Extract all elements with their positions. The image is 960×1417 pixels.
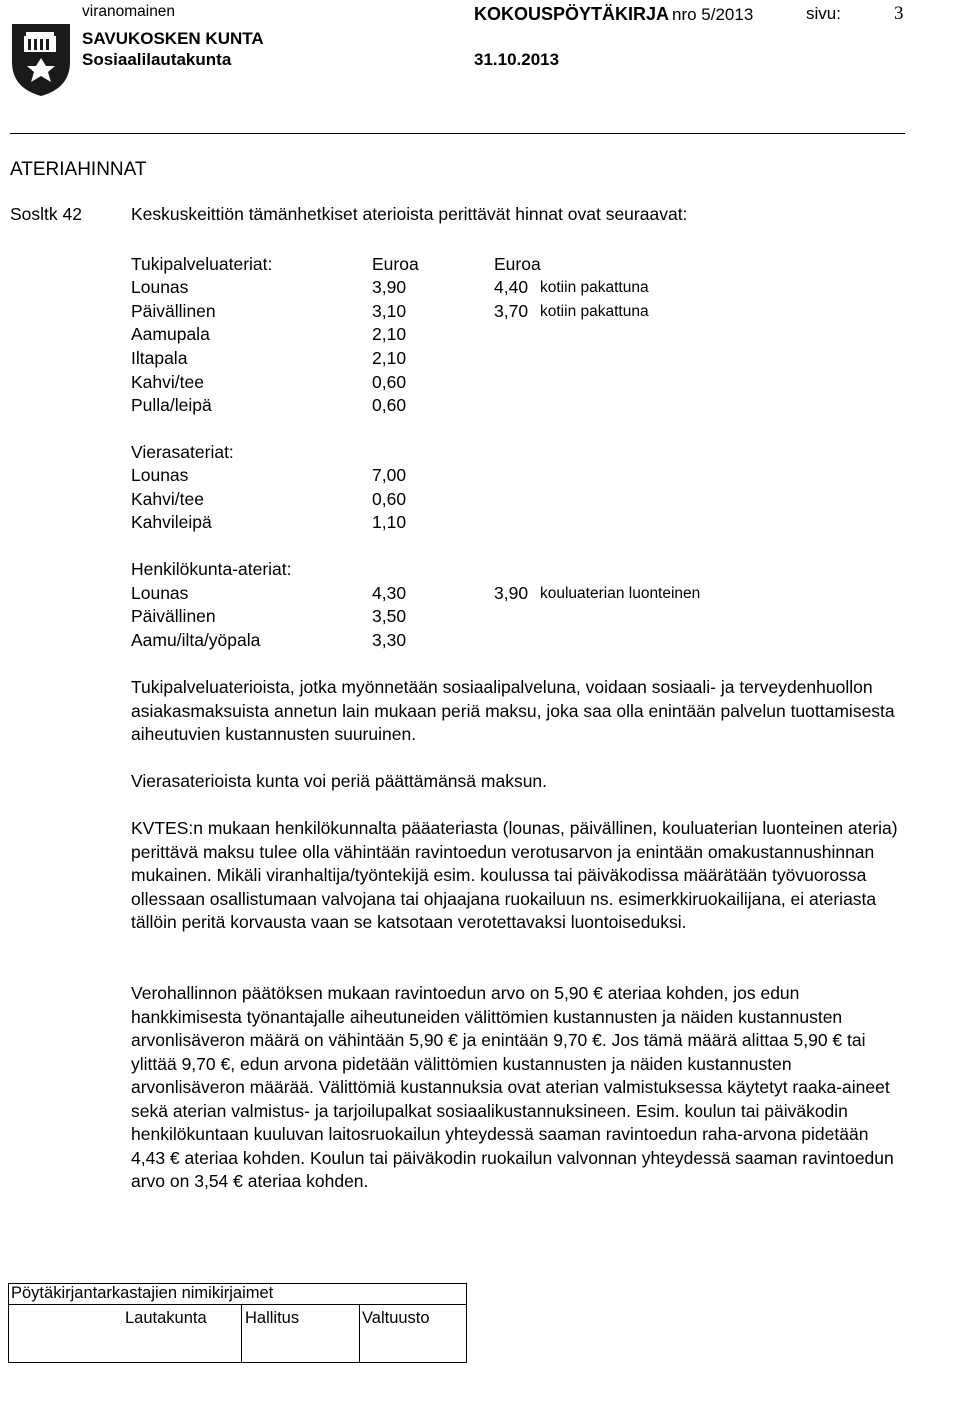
support-row-alt-price: 4,40 (494, 277, 529, 297)
document-number: nro 5/2013 (672, 5, 754, 24)
support-row-item: Pulla/leipä (131, 395, 212, 415)
paragraph-guest-fee: Vierasaterioista kunta voi periä päättämänsä maksun. (131, 771, 548, 791)
section-reference: Sosltk 42 (10, 204, 82, 224)
header-divider (10, 133, 905, 134)
column-header-euro: Euroa (372, 254, 419, 274)
signature-column-board: Lautakunta (9, 1305, 242, 1363)
staff-row-alt-price: 3,90 (494, 583, 529, 603)
column-header-euro-packed: Euroa (494, 254, 541, 274)
support-row-alt-price: 3,70 (494, 301, 529, 321)
support-row-item: Päivällinen (131, 301, 216, 321)
signature-column-council: Valtuusto (360, 1305, 467, 1363)
organization-name: SAVUKOSKEN KUNTA (82, 29, 264, 48)
staff-row-item: Aamu/ilta/yöpala (131, 630, 261, 650)
support-row-price: 0,60 (372, 372, 407, 392)
staff-meals-heading: Henkilökunta-ateriat: (131, 559, 292, 579)
support-row-item: Aamupala (131, 324, 210, 344)
paragraph-kvtes: KVTES:n mukaan henkilökunnalta pääateriasta (lounas, päivällinen, kouluaterian luonteinen ateria) perittävä maksu tulee olla vähintään ravintoedun verotusarvon ja enintään omakustannushinnan mukainen. Mikäli viranhaltija/työntekijä esim. koulussa tai päiväkodissa määrätään työvuorossa ollessaan osallistumaan valvojana tai ohjaajana ruokailuun ns. esimerkkiruokailijana, ei ateriasta tällöin peritä korvausta vaan se katsotaan verotettavaksi luontoiseduksi. (131, 818, 898, 932)
meeting-date: 31.10.2013 (474, 50, 560, 69)
support-meals-heading: Tukipalveluateriat: (131, 254, 273, 274)
support-row-price: 0,60 (372, 395, 407, 415)
guest-row-item: Kahvileipä (131, 512, 212, 532)
section-intro: Keskuskeittiön tämänhetkiset aterioista perittävät hinnat ovat seuraavat: (131, 204, 688, 224)
document-title: KOKOUSPÖYTÄKIRJA (474, 4, 670, 24)
support-row-alt-note: kotiin pakattuna (540, 303, 649, 320)
guest-meals-heading: Vierasateriat: (131, 442, 234, 462)
paragraph-support-fee: Tukipalveluaterioista, jotka myönnetään sosiaalipalveluna, voidaan sosiaali- ja terveydenhuollon asiakasmaksuista annetun lain mukaan periä maksu, joka saa olla enintään palvelun tuottamisesta aiheutuvien kustannusten suuruinen. (131, 677, 895, 744)
guest-row-price: 0,60 (372, 489, 407, 509)
staff-row-price: 4,30 (372, 583, 407, 603)
staff-row-item: Päivällinen (131, 606, 216, 626)
guest-row-price: 1,10 (372, 512, 407, 532)
paragraph-tax-authority: Verohallinnon päätöksen mukaan ravintoedun arvo on 5,90 € ateriaa kohden, jos edun hankkimisesta työnantajalle aiheutuneiden välittömien kustannusten ja näiden kustannusten arvonlisäveron määrä on vähintään 5,90 € ja enintään 9,70 €. Jos tämä määrä alittaa 5,90 € tai ylittää 9,70 €, edun arvona pidetään välittömien kustannusten ja näiden kustannusten arvonlisäveron määrää. Välittömiä kustannuksia ovat aterian valmistuksessa käytetyt raaka-aineet sekä aterian valmistus- ja tarjoilupalkat sosiaalikustannuksineen. Esim. koulun tai päiväkodin henkilökuntaan kuuluvan laitosruokailun yhteydessä saaman ravintoedun raha-arvona pidetään 4,43 € ateriaa kohden. Koulun tai päiväkodin ruokailun valvonnan yhteydessä saaman ravintoedun arvo on 3,54 € ateriaa kohden. (131, 983, 894, 1191)
page-label: sivu: (806, 4, 841, 23)
support-row-price: 3,10 (372, 301, 407, 321)
document-role: viranomainen (82, 3, 176, 20)
support-row-alt-note: kotiin pakattuna (540, 279, 649, 296)
signature-table (8, 1283, 467, 1363)
page-number: 3 (894, 3, 904, 24)
guest-row-price: 7,00 (372, 465, 407, 485)
support-row-price: 3,90 (372, 277, 407, 297)
staff-row-alt-note: kouluaterian luonteinen (540, 585, 701, 602)
guest-row-item: Lounas (131, 465, 189, 485)
support-row-price: 2,10 (372, 324, 407, 344)
signature-column-government: Hallitus (242, 1305, 360, 1363)
support-row-price: 2,10 (372, 348, 407, 368)
signatures-label: Pöytäkirjantarkastajien nimikirjaimet (9, 1284, 467, 1305)
guest-row-item: Kahvi/tee (131, 489, 204, 509)
support-row-item: Kahvi/tee (131, 372, 204, 392)
support-row-item: Lounas (131, 277, 189, 297)
section-title: ATERIAHINNAT (10, 159, 147, 180)
board-name: Sosiaalilautakunta (82, 50, 232, 69)
coat-of-arms-icon (10, 22, 72, 98)
staff-row-item: Lounas (131, 583, 189, 603)
staff-row-price: 3,30 (372, 630, 407, 650)
staff-row-price: 3,50 (372, 606, 407, 626)
support-row-item: Iltapala (131, 348, 188, 368)
